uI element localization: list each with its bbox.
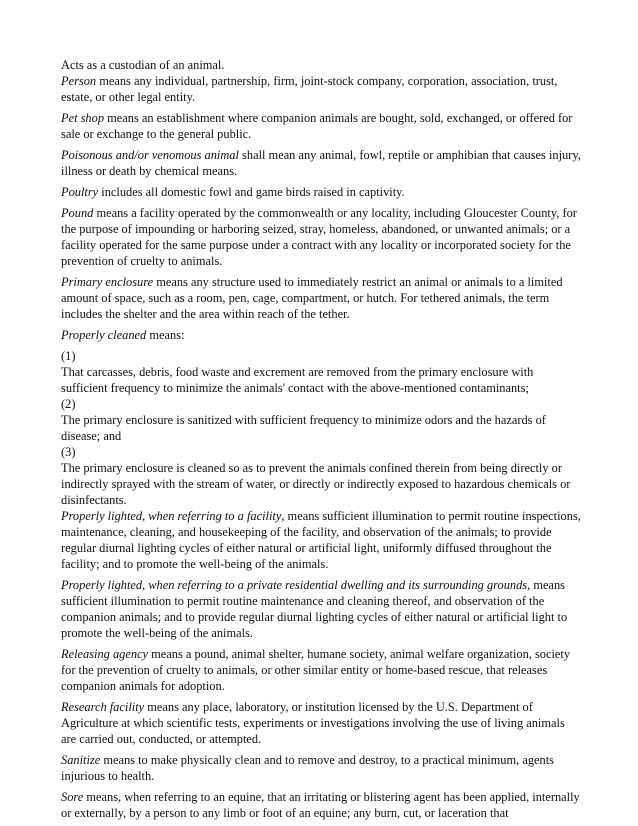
definition-properly-cleaned	[61, 327, 582, 343]
definition-pet-shop	[61, 110, 582, 142]
term: Research facility	[61, 700, 145, 714]
term: Pound	[61, 206, 94, 220]
term: Poisonous and/or venomous animal	[61, 148, 239, 162]
definition-text: means, when referring to an equine, that an irritating or blistering agent has been applied, internally or externally, by a person to any limb or foot of an equine; any burn, cut, or laceration that	[61, 790, 580, 820]
term: Poultry	[61, 185, 99, 199]
definition-text: , means sufficient illumination to permit routine maintenance and cleaning thereof, and observation of the companion animals; and to provide regular diurnal lighting cycles of either natural or artificial light to promote the well-being of the animals.	[61, 578, 568, 640]
definition-text: means to make physically clean and to remove and destroy, to a practical minimum, agents injurious to health.	[61, 753, 554, 783]
definition-text: means an establishment where companion animals are bought, sold, exchanged, or offered for sale or exchange to the general public.	[61, 111, 573, 141]
list-item-number: (2)	[61, 397, 76, 411]
definition-text: means any individual, partnership, firm, joint-stock company, corporation, association, trust, estate, or other legal entity.	[61, 74, 558, 104]
definition-properly-lighted-residence	[61, 577, 582, 641]
term: Sanitize	[61, 753, 101, 767]
definition-text: shall mean any animal, fowl, reptile or amphibian that causes injury, illness or death by chemical means.	[61, 148, 581, 178]
list-item-number: (3)	[61, 445, 76, 459]
properly-cleaned-list	[61, 348, 582, 508]
definition-text: includes all domestic fowl and game birds raised in captivity.	[98, 185, 405, 199]
definition-poisonous-animal	[61, 147, 582, 179]
term: Person	[61, 74, 97, 88]
definition-poultry	[61, 184, 582, 200]
definition-pound	[61, 205, 582, 269]
definition-text: , means sufficient illumination to permit routine inspections, maintenance, cleaning, and housekeeping of the facility, and observation of the animals; to provide regular diurnal lighting cycles of either natural or artificial light, uniformly diffused throughout the facility; and to promote the well-being of the animals.	[61, 509, 581, 571]
term: Releasing agency	[61, 647, 149, 661]
term: Properly cleaned	[61, 328, 147, 342]
definition-properly-lighted-facility	[61, 508, 582, 572]
list-item-text: The primary enclosure is cleaned so as to prevent the animals confined therein from being directly or indirectly sprayed with the stream of water, or directly or indirectly exposed to hazardous chemicals or disinfectants.	[61, 461, 571, 507]
definition-releasing-agency	[61, 646, 582, 694]
list-item-text: That carcasses, debris, food waste and excrement are removed from the primary enclosure with sufficient frequency to minimize the animals' contact with the above-mentioned contaminants;	[61, 365, 534, 395]
term: Properly lighted, when referring to a facility	[61, 509, 282, 523]
term: Sore	[61, 790, 84, 804]
definition-sanitize	[61, 752, 582, 784]
term: Properly lighted, when referring to a private residential dwelling and its surrounding grounds	[61, 578, 528, 592]
definition-primary-enclosure	[61, 274, 582, 322]
definition-person	[61, 73, 582, 105]
term: Pet shop	[61, 111, 105, 125]
term: Primary enclosure	[61, 275, 154, 289]
definition-sore	[61, 789, 582, 821]
definition-text: means a facility operated by the commonwealth or any locality, including Gloucester County, for the purpose of impounding or harboring seized, stray, homeless, abandoned, or unwanted animals; or a facility operated for the same purpose under a contract with any locality or incorporated society for the prevention of cruelty to animals.	[61, 206, 577, 268]
lead-text: Acts as a custodian of an animal.	[61, 58, 225, 72]
definition-research-facility	[61, 699, 582, 747]
definition-text: means a pound, animal shelter, humane society, animal welfare organization, society for the prevention of cruelty to animals, or other similar entity or home-based rescue, that releases companion animals for adoption.	[61, 647, 571, 693]
list-item-text: The primary enclosure is sanitized with sufficient frequency to minimize odors and the hazards of disease; and	[61, 413, 546, 443]
definition-text: means:	[146, 328, 185, 342]
list-item-number: (1)	[61, 349, 76, 363]
definition-text: means any structure used to immediately restrict an animal or animals to a limited amount of space, such as a room, pen, cage, compartment, or hutch. For tethered animals, the term includes the shelter and the area within reach of the tether.	[61, 275, 563, 321]
definition-text: means any place, laboratory, or institution licensed by the U.S. Department of Agriculture at which scientific tests, experiments or investigations involving the use of living animals are carried out, conducted, or attempted.	[61, 700, 565, 746]
